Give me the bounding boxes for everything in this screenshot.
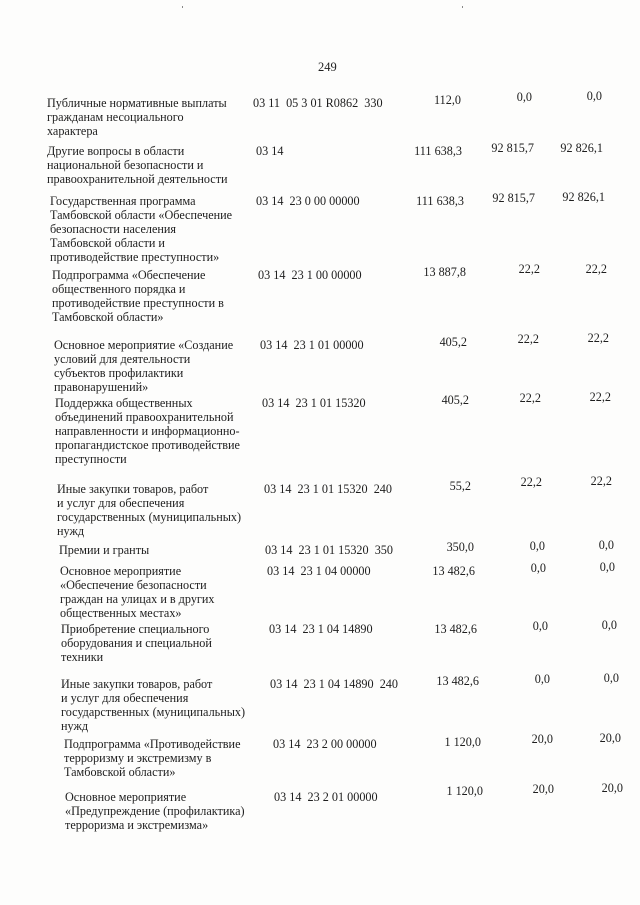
row-value-year3: 92 826,1 xyxy=(560,141,603,155)
row-code: 03 14 23 1 00 00000 xyxy=(258,268,362,282)
row-name: Другие вопросы в области национальной безопасности и правоохранительной деятельности xyxy=(47,144,228,186)
scan-speck xyxy=(182,6,183,8)
row-value-year1: 1 120,0 xyxy=(444,735,481,749)
row-value-year1: 13 482,6 xyxy=(434,622,477,636)
row-value-year1: 111 638,3 xyxy=(414,144,462,158)
row-code: 03 14 23 0 00 00000 xyxy=(256,194,360,208)
row-value-year3: 22,2 xyxy=(587,331,609,345)
row-value-year2: 22,2 xyxy=(518,262,540,276)
row-value-year3: 92 826,1 xyxy=(562,190,605,204)
scan-speck xyxy=(462,6,463,8)
row-name: Основное мероприятие «Обеспечение безопасности граждан на улицах и в других общественных местах» xyxy=(60,564,215,620)
row-value-year1: 405,2 xyxy=(439,335,467,349)
row-name: Премии и гранты xyxy=(59,543,150,557)
row-value-year3: 0,0 xyxy=(599,560,615,574)
row-value-year3: 0,0 xyxy=(603,671,619,685)
row-value-year2: 0,0 xyxy=(530,561,546,575)
row-code: 03 11 05 3 01 R0862 330 xyxy=(253,96,383,110)
page-number: 249 xyxy=(318,60,337,74)
row-value-year3: 22,2 xyxy=(590,474,612,488)
row-value-year3: 0,0 xyxy=(586,89,602,103)
row-code: 03 14 23 1 04 14890 240 xyxy=(270,677,398,691)
row-value-year2: 92 815,7 xyxy=(491,141,534,155)
row-name: Подпрограмма «Противодействие терроризму и экстремизму в Тамбовской области» xyxy=(64,737,241,779)
row-code: 03 14 23 1 01 15320 240 xyxy=(264,482,392,496)
row-code: 03 14 23 1 01 00000 xyxy=(260,338,364,352)
row-value-year2: 0,0 xyxy=(532,619,548,633)
row-value-year1: 350,0 xyxy=(446,540,474,554)
row-value-year1: 13 482,6 xyxy=(436,674,479,688)
row-name: Поддержка общественных объединений правоохранительной направленности и информационно- пропагандистское противодействие преступности xyxy=(55,396,240,466)
row-value-year2: 20,0 xyxy=(531,732,553,746)
row-name: Приобретение специального оборудования и специальной техники xyxy=(61,622,212,664)
row-value-year3: 22,2 xyxy=(585,262,607,276)
row-name: Основное мероприятие «Предупреждение (профилактика) терроризма и экстремизма» xyxy=(65,790,245,832)
row-value-year1: 55,2 xyxy=(449,479,471,493)
row-value-year1: 13 482,6 xyxy=(432,564,475,578)
row-code: 03 14 23 1 04 00000 xyxy=(267,564,371,578)
row-value-year1: 111 638,3 xyxy=(416,194,464,208)
row-name: Государственная программа Тамбовской области «Обеспечение безопасности населения Тамбовской области и противодействие преступности» xyxy=(50,194,233,264)
row-name: Иные закупки товаров, работ и услуг для обеспечения государственных (муниципальных) нужд xyxy=(61,677,246,733)
row-code: 03 14 23 2 01 00000 xyxy=(274,790,378,804)
row-value-year2: 0,0 xyxy=(529,539,545,553)
row-value-year2: 0,0 xyxy=(516,90,532,104)
row-code: 03 14 23 1 04 14890 xyxy=(269,622,373,636)
row-code: 03 14 23 2 00 00000 xyxy=(273,737,377,751)
row-value-year3: 0,0 xyxy=(601,618,617,632)
row-value-year2: 20,0 xyxy=(532,782,554,796)
row-code: 03 14 xyxy=(256,144,284,158)
row-name: Основное мероприятие «Создание условий для деятельности субъектов профилактики правонарушений» xyxy=(54,338,234,394)
row-value-year2: 22,2 xyxy=(519,391,541,405)
row-value-year2: 0,0 xyxy=(534,672,550,686)
row-name: Подпрограмма «Обеспечение общественного порядка и противодействие преступности в Тамбовской области» xyxy=(52,268,224,324)
row-value-year3: 0,0 xyxy=(598,538,614,552)
row-value-year1: 112,0 xyxy=(434,93,461,107)
row-code: 03 14 23 1 01 15320 350 xyxy=(265,543,393,557)
row-value-year1: 1 120,0 xyxy=(446,784,483,798)
row-name: Иные закупки товаров, работ и услуг для обеспечения государственных (муниципальных) нужд xyxy=(57,482,242,538)
row-value-year3: 20,0 xyxy=(599,731,621,745)
row-value-year1: 405,2 xyxy=(441,393,469,407)
row-name: Публичные нормативные выплаты гражданам несоциального характера xyxy=(47,96,227,138)
row-value-year1: 13 887,8 xyxy=(423,265,466,279)
row-value-year2: 22,2 xyxy=(520,475,542,489)
row-value-year3: 22,2 xyxy=(589,390,611,404)
row-value-year3: 20,0 xyxy=(601,781,623,795)
row-value-year2: 92 815,7 xyxy=(492,191,535,205)
row-value-year2: 22,2 xyxy=(517,332,539,346)
row-code: 03 14 23 1 01 15320 xyxy=(262,396,366,410)
